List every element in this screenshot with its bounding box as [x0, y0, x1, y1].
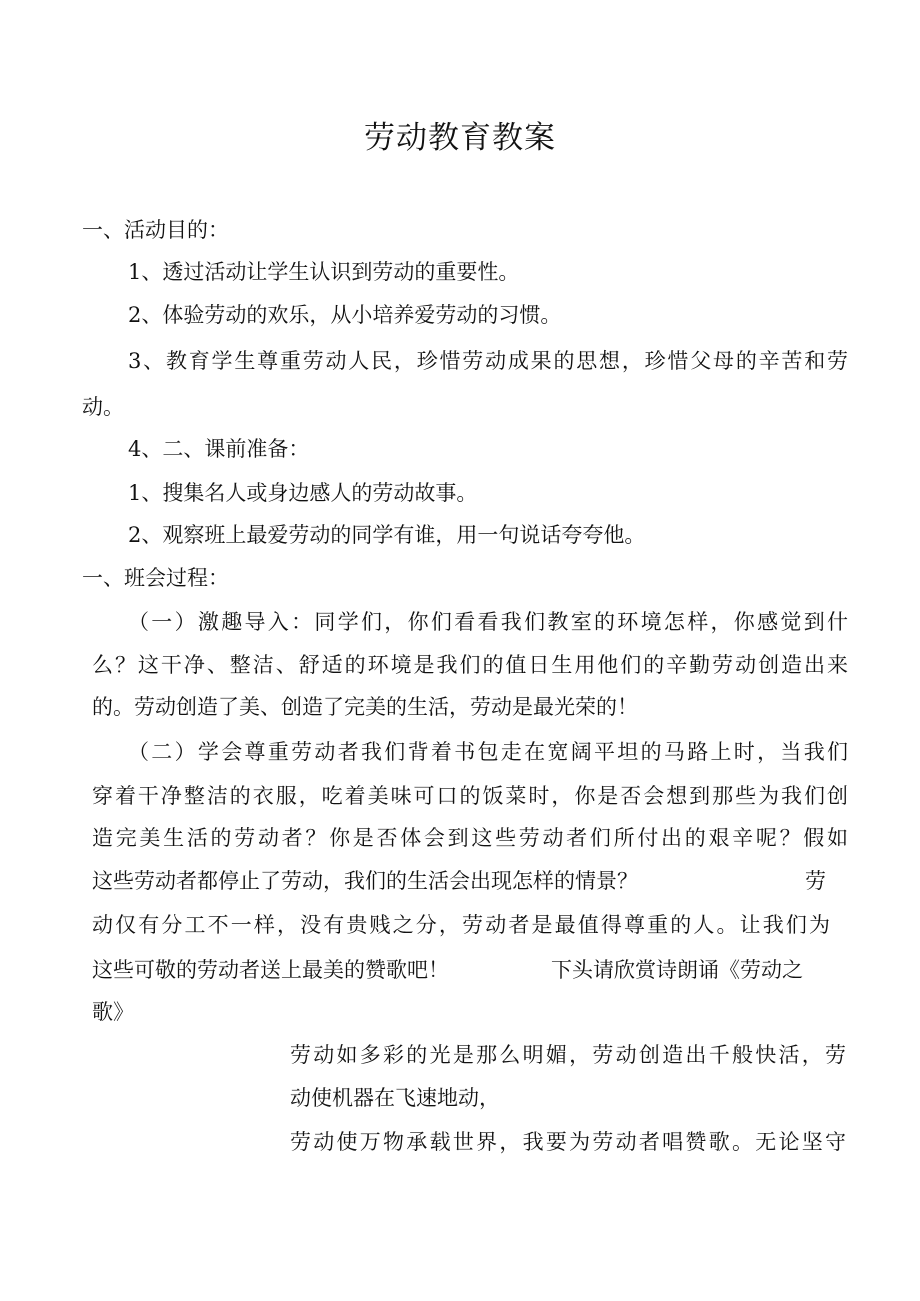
poem-line-2: 动使机器在飞速地动，: [290, 1086, 500, 1110]
paragraph-2-line-1: （二）学会尊重劳动者我们背着书包走在宽阔平坦的马路上时，当我们: [128, 740, 848, 764]
paragraph-2-line-6-tail: 下头请欣赏诗朗诵《劳动之: [551, 958, 803, 982]
paragraph-2-line-6: 这些可敬的劳动者送上最美的赞歌吧！: [92, 958, 449, 982]
paragraph-2-line-2: 穿着干净整洁的衣服，吃着美味可口的饭菜时，你是否会想到那些为我们创: [92, 784, 848, 808]
paragraph-2-line-3: 造完美生活的劳动者？你是否体会到这些劳动者们所付出的艰辛呢？假如: [92, 826, 848, 850]
section-heading-process: 一、班会过程：: [82, 566, 229, 590]
goal-item-3-line-1: 3、教育学生尊重劳动人民，珍惜劳动成果的思想，珍惜父母的辛苦和劳: [128, 349, 848, 373]
paragraph-2-line-7: 歌》: [92, 1000, 134, 1024]
prep-item-1: 1、搜集名人或身边感人的劳动故事。: [128, 481, 478, 505]
document-title: 劳动教育教案: [364, 120, 556, 156]
poem-line-1: 劳动如多彩的光是那么明媚，劳动创造出千般快活，劳: [290, 1043, 846, 1067]
goal-item-1: 1、透过活动让学生认识到劳动的重要性。: [128, 260, 520, 284]
poem-line-3: 劳动使万物承载世界，我要为劳动者唱赞歌。无论坚守: [290, 1130, 846, 1154]
goal-item-4: 4、二、课前准备：: [128, 437, 310, 461]
paragraph-2-line-4: 这些劳动者都停止了劳动，我们的生活会出现怎样的情景？: [92, 869, 638, 893]
paragraph-1-line-2: 么？这干净、整洁、舒适的环境是我们的值日生用他们的辛勤劳动创造出来: [92, 653, 848, 677]
section-heading-goals: 一、活动目的：: [82, 218, 229, 242]
prep-item-2: 2、观察班上最爱劳动的同学有谁，用一句说话夸夸他。: [128, 523, 646, 547]
paragraph-1-line-3: 的。劳动创造了美、创造了完美的生活，劳动是最光荣的！: [92, 695, 638, 719]
goal-item-2: 2、体验劳动的欢乐，从小培养爱劳动的习惯。: [128, 303, 562, 327]
goal-item-3-line-2: 动。: [82, 395, 124, 419]
paragraph-2-line-4-tail: 劳: [805, 869, 826, 893]
paragraph-2-line-5: 动仅有分工不一样，没有贵贱之分，劳动者是最值得尊重的人。让我们为: [92, 913, 830, 937]
paragraph-1-line-1: （一）激趣导入：同学们，你们看看我们教室的环境怎样，你感觉到什: [128, 610, 848, 634]
